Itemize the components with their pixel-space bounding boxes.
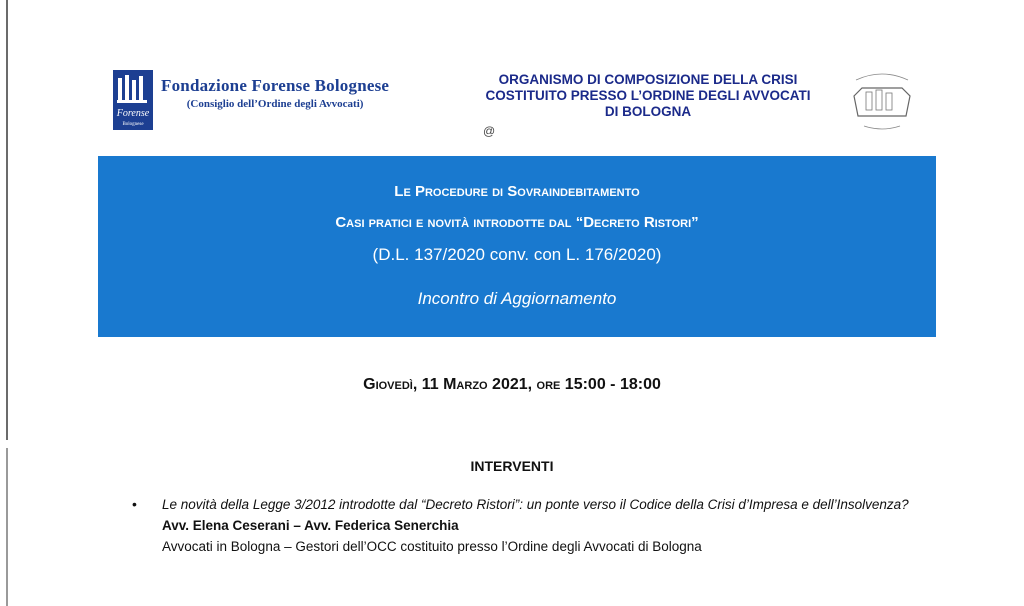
small-mark: @ <box>483 124 496 138</box>
occ-line-1: ORGANISMO DI COMPOSIZIONE DELLA CRISI <box>498 72 798 87</box>
svg-text:Bolognese: Bolognese <box>122 122 144 127</box>
banner-event-type: Incontro di Aggiornamento <box>417 289 617 308</box>
intervento-title: Le novità della Legge 3/2012 introdotte dal “Decreto Ristori”: un ponte verso il Codice della Crisi d’Impresa e dell’Insolvenza? <box>162 497 909 512</box>
svg-text:Forense: Forense <box>116 108 150 119</box>
foundation-subtitle: (Consiglio dell’Ordine degli Avvocati) <box>186 98 364 110</box>
left-edge-line <box>6 0 8 440</box>
bullet: • <box>132 496 137 512</box>
occ-line-2: COSTITUITO PRESSO L’ORDINE DEGLI AVVOCATI <box>485 88 811 103</box>
list-item <box>132 494 942 557</box>
occ-heading <box>448 72 848 120</box>
occ-line-3: DI BOLOGNA <box>604 104 692 119</box>
ordine-seal-icon <box>846 66 918 136</box>
banner-title: Le Procedure di Sovraindebitamento <box>394 183 640 200</box>
fondazione-forense-logo-icon <box>113 70 153 130</box>
event-banner <box>98 156 936 337</box>
fondazione-logo-block <box>113 70 389 130</box>
interventi-heading: INTERVENTI <box>470 458 554 474</box>
event-date: Giovedì, 11 Marzo 2021, ore 15:00 - 18:00 <box>363 376 661 393</box>
banner-subtitle: Casi pratici e novità introdotte dal “Decreto Ristori” <box>335 214 699 231</box>
foundation-title: Fondazione Forense Bolognese <box>161 76 390 95</box>
banner-law-reference: (D.L. 137/2020 conv. con L. 176/2020) <box>372 245 662 264</box>
intervento-speakers: Avv. Elena Ceserani – Avv. Federica Senerchia <box>162 518 459 533</box>
intervento-role: Avvocati in Bologna – Gestori dell’OCC costituito presso l’Ordine degli Avvocati di Bologna <box>162 539 702 554</box>
